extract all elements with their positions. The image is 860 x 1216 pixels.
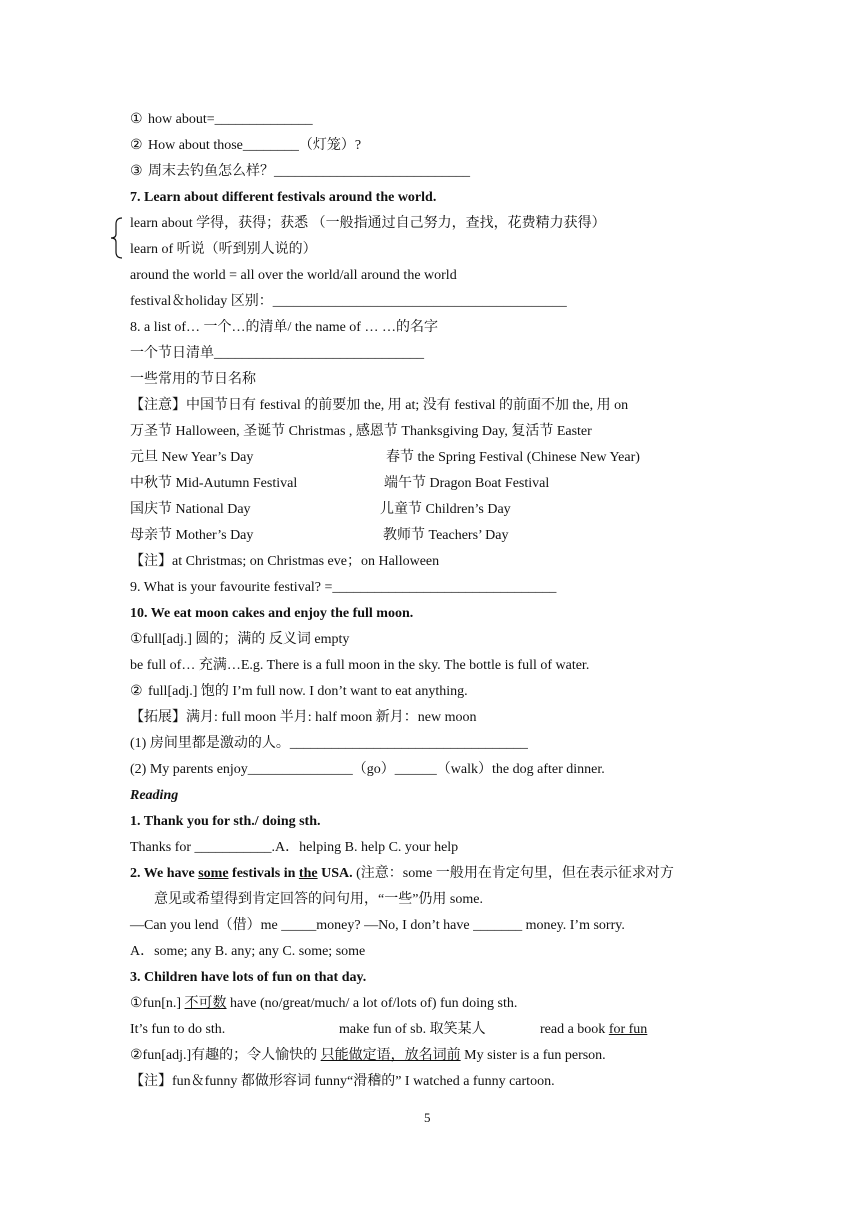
section-heading: 7. Learn about different festivals around the world. <box>130 190 437 205</box>
text-line: around the world = all over the world/all around the world <box>130 268 457 283</box>
text-line: ①full[adj.] 圆的；满的 反义词 empty <box>130 632 350 647</box>
festival-right: 教师节 Teachers’ Day <box>383 528 509 543</box>
festival-left: 中秋节 Mid-Autumn Festival <box>130 476 298 491</box>
section-heading: 10. We eat moon cakes and enjoy the full moon. <box>130 606 414 621</box>
text-line: 9. What is your favourite festival? =________________________________ <box>130 580 557 595</box>
festival-left: 母亲节 Mother’s Day <box>130 528 254 543</box>
text-line: learn about 学得，获得；获悉 （一般指通过自己努力，查找，花费精力获得） <box>130 216 606 231</box>
text-line: 一些常用的节日名称 <box>130 372 256 387</box>
text-line: ③ 周末去钓鱼怎么样？____________________________ <box>130 164 470 179</box>
festival-right: 端午节 Dragon Boat Festival <box>384 476 550 491</box>
text-line: 【拓展】满月: full moon 半月: half moon 新月：new moon <box>130 710 477 725</box>
text-line: Thanks for ___________.A．helping B. help C. your help <box>130 840 459 855</box>
festival-right: 春节 the Spring Festival (Chinese New Year) <box>386 450 640 465</box>
text-line-a: It’s fun to do sth. <box>130 1022 226 1037</box>
text-line: ② How about those________（灯笼）? <box>130 138 362 153</box>
section-heading: 1. Thank you for sth./ doing sth. <box>130 814 321 829</box>
text-line: (2) My parents enjoy_______________（go）______（walk）the dog after dinner. <box>130 762 605 777</box>
page-number: 5 <box>424 1110 431 1125</box>
text-line: ②fun[adj.]有趣的；令人愉快的 只能做定语，放名词前 My sister is a fun person. <box>130 1048 606 1063</box>
text-line: 【注意】中国节日有 festival 的前要加 the, 用 at; 没有 festival 的前面不加 the, 用 on <box>130 398 629 413</box>
text-line: ① how about=______________ <box>130 112 313 127</box>
text-line: —Can you lend（借）me _____money? —No, I don’t have _______ money. I’m sorry. <box>130 918 625 933</box>
text-line: be full of… 充满…E.g. There is a full moon in the sky. The bottle is full of water. <box>130 658 590 673</box>
text-line: A．some; any B. any; any C. some; some <box>130 944 366 959</box>
text-line: ② full[adj.] 饱的 I’m full now. I don’t want to eat anything. <box>130 684 468 699</box>
festival-left: 国庆节 National Day <box>130 502 251 517</box>
section-heading: 3. Children have lots of fun on that day. <box>130 970 367 985</box>
text-line: 意见或希望得到肯定回答的问句用，“一些”仍用 some. <box>154 892 483 907</box>
festival-right: 儿童节 Children’s Day <box>380 502 511 517</box>
text-line-c: read a book for fun <box>540 1022 648 1037</box>
text-line: 【注】at Christmas; on Christmas eve；on Halloween <box>130 554 440 569</box>
text-line: 【注】fun＆funny 都做形容词 funny“滑稽的” I watched a funny cartoon. <box>130 1074 555 1089</box>
reading-heading: Reading <box>130 788 179 803</box>
text-line: ①fun[n.] 不可数 have (no/great/much/ a lot of/lots of) fun doing sth. <box>130 996 518 1011</box>
text-line: 2. We have some festivals in the USA. (注意：some 一般用在肯定句里，但在表示征求对方 <box>130 866 674 881</box>
festival-left: 元旦 New Year’s Day <box>130 450 254 465</box>
text-line: learn of 听说（听到别人说的） <box>130 242 317 257</box>
text-line-b: make fun of sb. 取笑某人 <box>339 1022 486 1037</box>
text-line: (1) 房间里都是激动的人。__________________________________ <box>130 736 528 751</box>
text-line: 8. a list of… 一个…的清单/ the name of … …的名字 <box>130 320 438 335</box>
brace-icon <box>108 216 124 260</box>
text-line: 万圣节 Halloween, 圣诞节 Christmas , 感恩节 Thanksgiving Day, 复活节 Easter <box>130 424 592 439</box>
text-line: festival＆holiday 区别：__________________________________________ <box>130 294 567 309</box>
text-line: 一个节日清单______________________________ <box>130 346 424 361</box>
